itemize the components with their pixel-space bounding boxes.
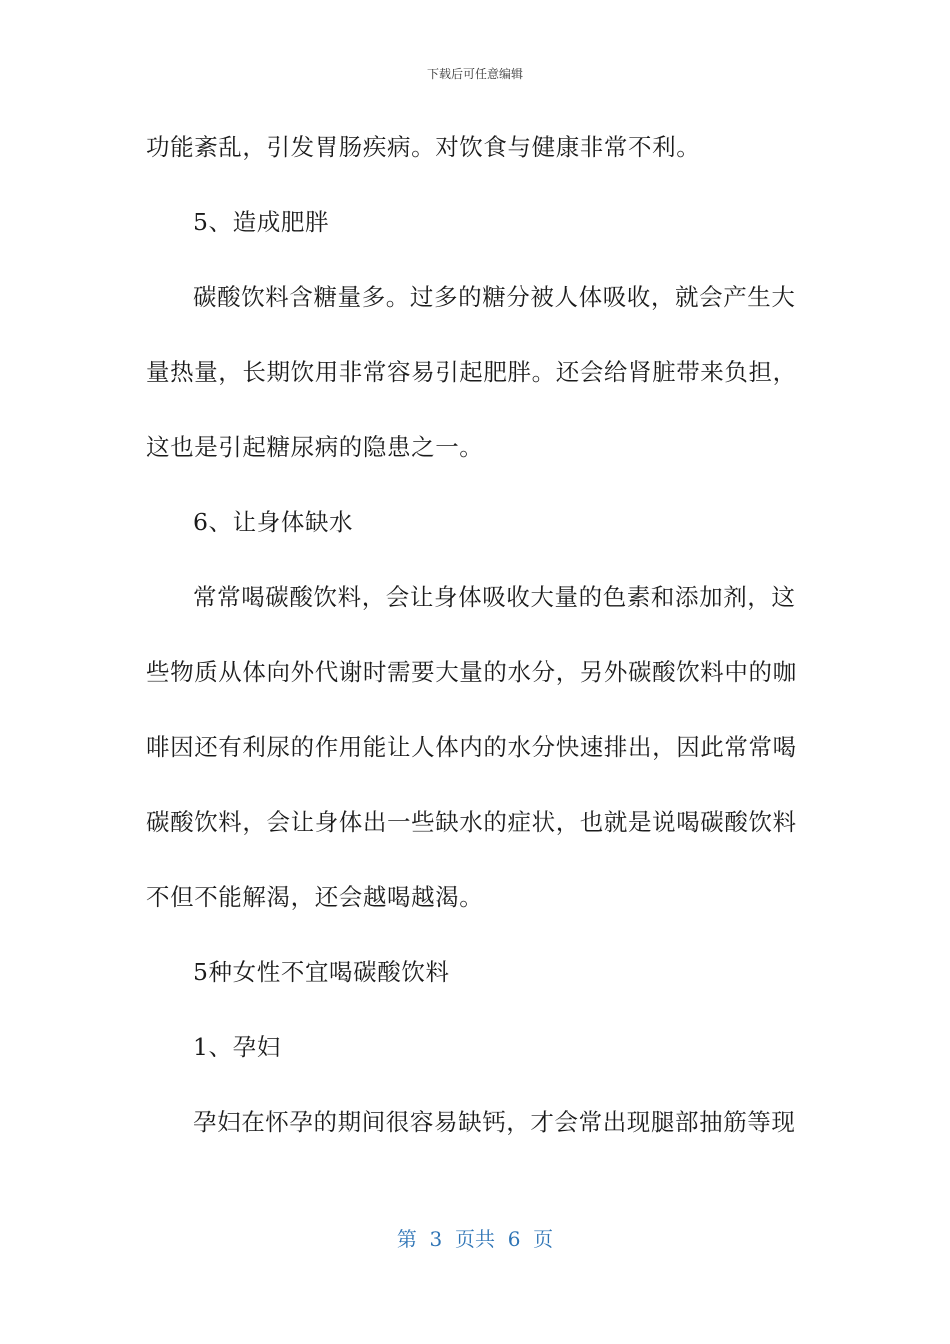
page-header: 下载后可任意编辑 [426,67,523,81]
section-heading: 5、造成肥胖 [193,208,330,236]
document-body [146,110,797,1160]
page-number-footer: 第 3 页共 6 页 [396,1227,554,1251]
paragraph-line: 功能紊乱，引发胃肠疾病。对饮食与健康非常不利。 [146,133,701,161]
paragraph-line: 啡因还有利尿的作用能让人体内的水分快速排出，因此常常喝 [146,733,797,761]
section-heading: 6、让身体缺水 [193,508,354,536]
paragraph-line: 常常喝碳酸饮料，会让身体吸收大量的色素和添加剂，这 [193,583,796,611]
paragraph-line: 碳酸饮料含糖量多。过多的糖分被人体吸收，就会产生大 [193,283,796,311]
paragraph-line: 些物质从体向外代谢时需要大量的水分，另外碳酸饮料中的咖 [146,658,797,686]
paragraph-line: 碳酸饮料，会让身体出一些缺水的症状，也就是说喝碳酸饮料 [146,808,797,836]
section-heading: 1、孕妇 [193,1033,281,1061]
paragraph-line: 孕妇在怀孕的期间很容易缺钙，才会常出现腿部抽筋等现 [193,1108,796,1136]
paragraph-line: 不但不能解渴，还会越喝越渴。 [146,883,484,911]
section-heading: 5种女性不宜喝碳酸饮料 [193,958,450,986]
paragraph-line: 这也是引起糖尿病的隐患之一。 [146,433,484,461]
paragraph-line: 量热量，长期饮用非常容易引起肥胖。还会给肾脏带来负担， [146,358,797,386]
